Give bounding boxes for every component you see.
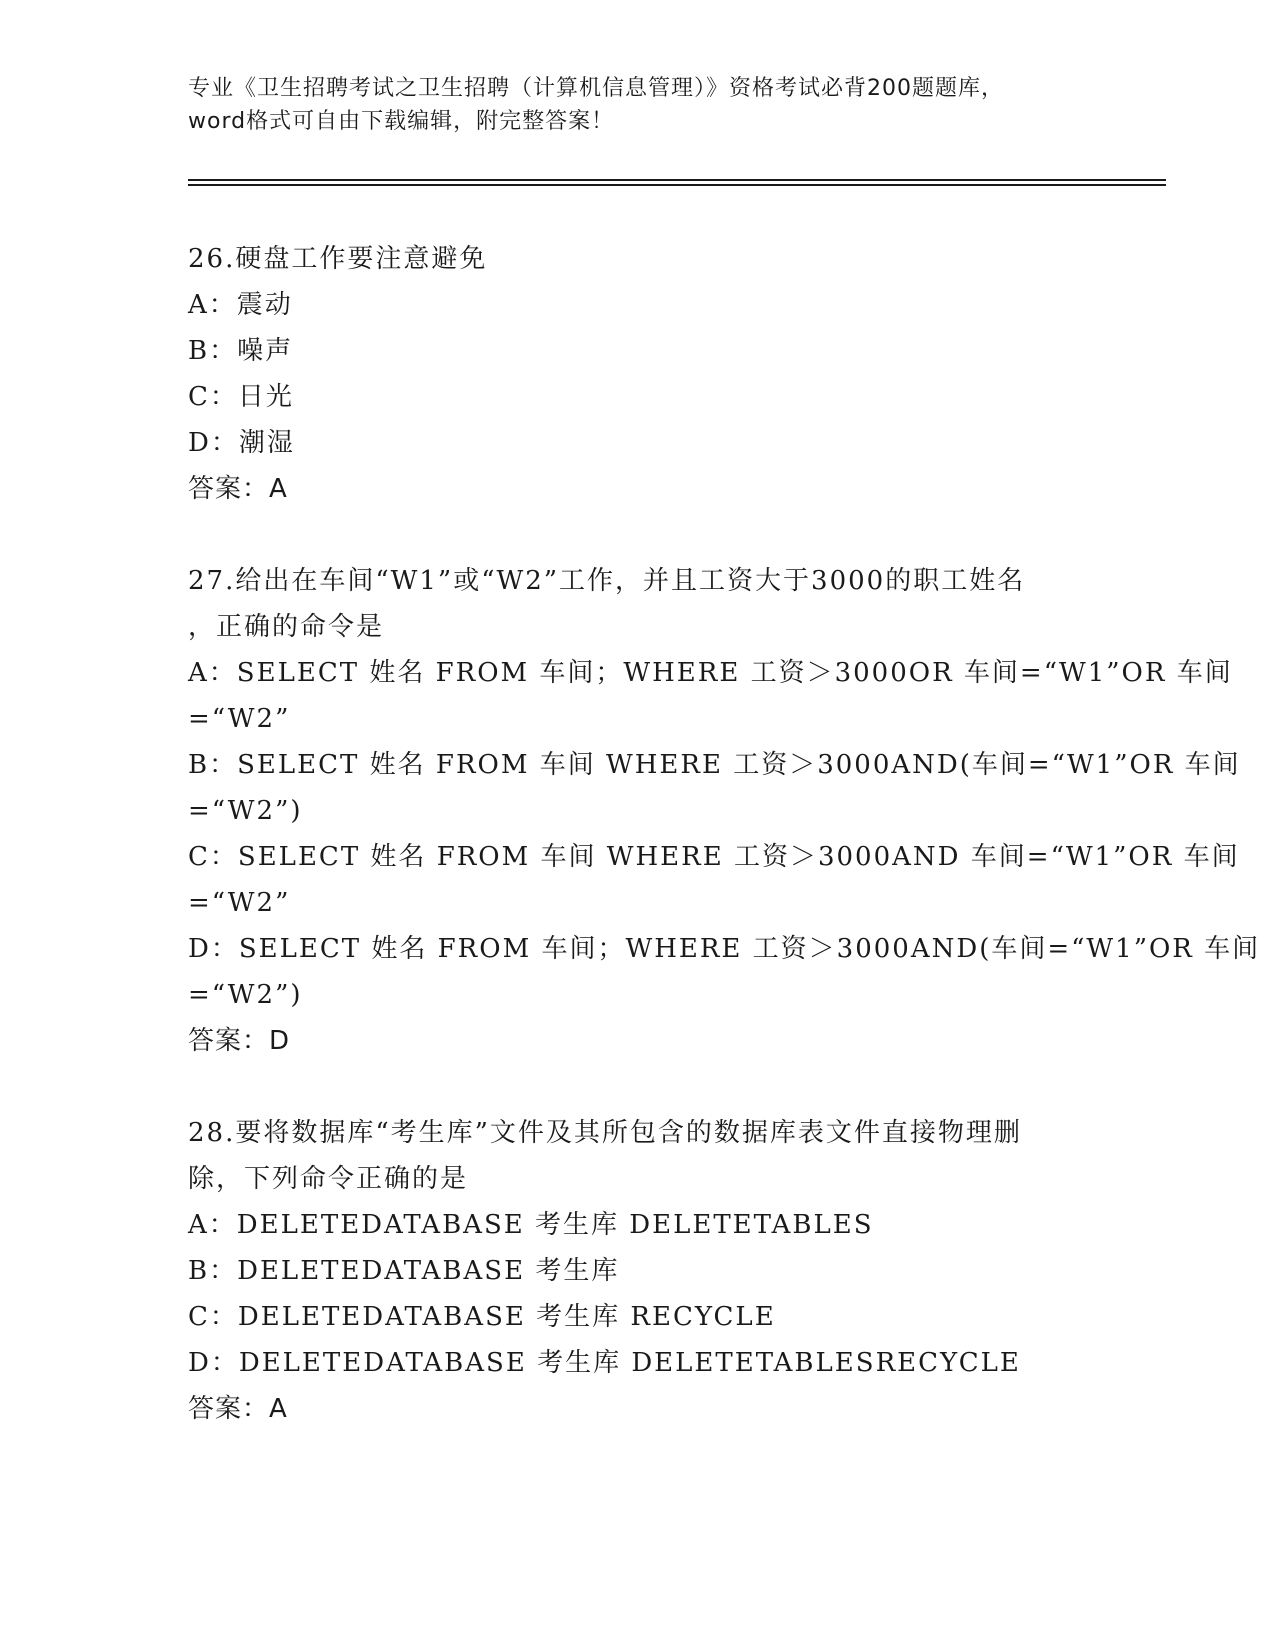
option-a: A：SELECT 姓名 FROM 车间；WHERE 工资＞3000OR 车间=“W1”OR 车间 (188, 658, 1233, 688)
option-c: C：SELECT 姓名 FROM 车间 WHERE 工资＞3000AND 车间=“W1”OR 车间 (188, 842, 1240, 872)
option-b-continued: =“W2”) (188, 796, 303, 826)
question-stem: 27.给出在车间“W1”或“W2”工作，并且工资大于3000的职工姓名 (188, 566, 1026, 596)
question-27 (188, 558, 1261, 1064)
option-a-continued: =“W2” (188, 704, 291, 734)
option-d-continued: =“W2”) (188, 980, 303, 1010)
answer-label: 答案：D (188, 1026, 291, 1056)
option-d: D：SELECT 姓名 FROM 车间；WHERE 工资＞3000AND(车间=“W1”OR 车间 (188, 934, 1261, 964)
document-header (188, 72, 1088, 138)
question-26 (188, 236, 1088, 512)
question-stem-continued: ，正确的命令是 (188, 612, 385, 642)
option-b: B：噪声 (188, 336, 294, 366)
header-line-1: 专业《卫生招聘考试之卫生招聘（计算机信息管理）》资格考试必背200题题库， (188, 76, 1004, 101)
header-divider-bottom (188, 184, 1166, 186)
option-b: B：SELECT 姓名 FROM 车间 WHERE 工资＞3000AND(车间=“W1”OR 车间 (188, 750, 1241, 780)
option-c: C：DELETEDATABASE 考生库 RECYCLE (188, 1302, 776, 1332)
question-28 (188, 1110, 1088, 1432)
option-d: D：DELETEDATABASE 考生库 DELETETABLESRECYCLE (188, 1348, 1021, 1378)
option-c-continued: =“W2” (188, 888, 291, 918)
header-divider-top (188, 179, 1166, 181)
question-stem: 26.硬盘工作要注意避免 (188, 244, 488, 274)
question-stem: 28.要将数据库“考生库”文件及其所包含的数据库表文件直接物理删 (188, 1118, 1022, 1148)
answer-label: 答案：A (188, 1394, 288, 1424)
option-d: D：潮湿 (188, 428, 295, 458)
option-a: A：DELETEDATABASE 考生库 DELETETABLES (188, 1210, 874, 1240)
question-stem-continued: 除，下列命令正确的是 (188, 1164, 469, 1194)
option-b: B：DELETEDATABASE 考生库 (188, 1256, 620, 1286)
option-c: C：日光 (188, 382, 294, 412)
option-a: A：震动 (188, 290, 293, 320)
header-line-2: word格式可自由下载编辑，附完整答案！ (188, 109, 615, 134)
answer-label: 答案：A (188, 474, 288, 504)
